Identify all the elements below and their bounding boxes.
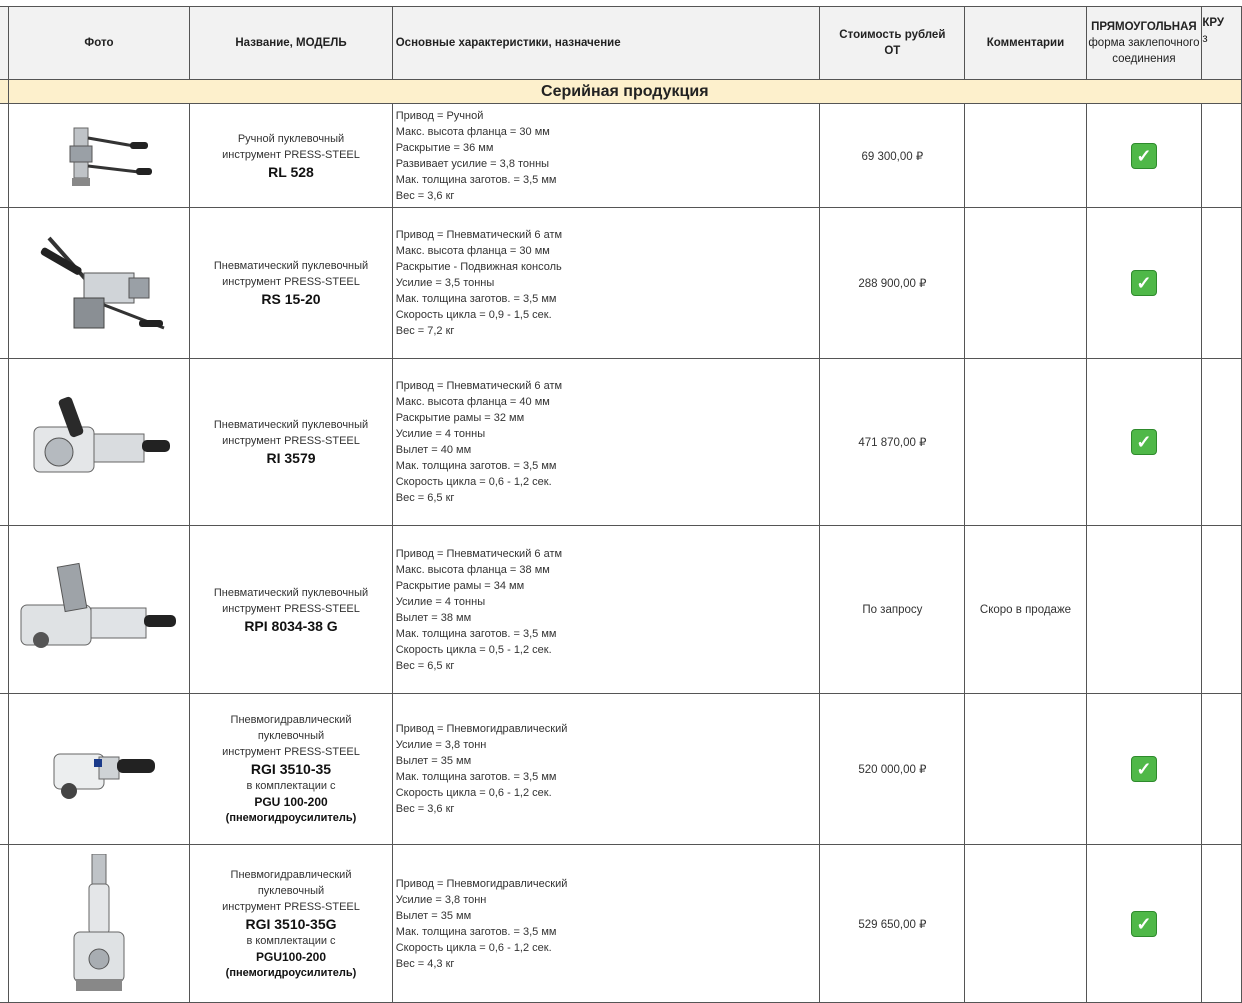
spec-line: Вес = 3,6 кг xyxy=(395,189,455,202)
spec-line: Мак. толщина заготов. = 3,5 мм xyxy=(395,627,557,640)
checkmark-icon: ✓ xyxy=(1131,143,1157,169)
spec-line: Макс. высота фланца = 40 мм xyxy=(395,396,550,408)
product-name-line: инструмент PRESS-STEEL xyxy=(222,900,360,913)
product-comment xyxy=(965,208,1086,359)
product-name-cell xyxy=(190,845,392,1003)
header-photo: Фото xyxy=(8,7,190,80)
price-table-sheet xyxy=(0,6,1242,1003)
spec-line: Усилие = 3,5 тонны xyxy=(395,277,495,289)
product-row xyxy=(0,104,1242,208)
product-row xyxy=(0,694,1242,845)
spec-line: Скорость цикла = 0,6 - 1,2 сек. xyxy=(395,476,552,488)
product-price: 471 870,00 ₽ xyxy=(820,359,965,526)
spec-line: Вылет = 40 мм xyxy=(395,444,472,456)
product-photo xyxy=(8,104,190,208)
header-cell-blank xyxy=(0,7,8,80)
round-cell xyxy=(1202,845,1242,1003)
spec-line: Привод = Пневматический 6 атм xyxy=(395,380,563,392)
spec-line: Вес = 3,6 кг xyxy=(395,803,455,815)
hand-tool-image xyxy=(44,116,154,196)
spec-line: Вылет = 35 мм xyxy=(395,909,472,922)
spec-line: Вылет = 35 мм xyxy=(395,755,472,767)
product-comment xyxy=(965,104,1086,208)
product-row xyxy=(0,359,1242,526)
kit-note: (пнемогидроусилитель) xyxy=(225,812,357,824)
rectangular-cell xyxy=(1086,359,1202,526)
pneumohydraulic-tool-image xyxy=(39,729,159,809)
pneumatic-tool-image xyxy=(16,560,181,660)
checkmark-icon: ✓ xyxy=(1131,270,1157,296)
section-edge-cell xyxy=(0,80,8,104)
section-title: Серийная продукция xyxy=(8,80,1241,104)
product-name-line: инструмент PRESS-STEEL xyxy=(222,435,360,447)
spec-line: Привод = Пневматический 6 атм xyxy=(395,229,563,241)
product-specs xyxy=(392,359,820,526)
checkmark-icon: ✓ xyxy=(1131,756,1157,782)
header-rect-line3: соединения xyxy=(1112,53,1176,66)
spec-line: Усилие = 4 тонны xyxy=(395,428,486,440)
pneumohydraulic-tool-image xyxy=(64,854,134,994)
round-cell xyxy=(1202,208,1242,359)
kit-line: в комплектации с xyxy=(246,934,336,947)
header-price-line2: ОТ xyxy=(884,45,901,57)
spec-line: Раскрытие - Подвижная консоль xyxy=(395,261,562,273)
product-photo xyxy=(8,845,190,1003)
row-edge-cell xyxy=(0,104,8,208)
spec-line: Привод = Пневмогидравлический xyxy=(395,723,568,735)
header-rectangular xyxy=(1086,7,1202,80)
product-comment: Скоро в продаже xyxy=(965,526,1086,694)
spec-line: Усилие = 3,8 тонн xyxy=(395,893,487,906)
product-model: RL 528 xyxy=(268,163,314,180)
row-edge-cell xyxy=(0,208,8,359)
product-specs xyxy=(392,526,820,694)
product-name-cell xyxy=(190,104,392,208)
rectangular-cell xyxy=(1086,845,1202,1003)
spec-line: Скорость цикла = 0,9 - 1,5 сек. xyxy=(395,309,552,321)
round-cell xyxy=(1202,359,1242,526)
section-row xyxy=(0,80,1242,104)
header-round-line2: з xyxy=(1202,33,1208,46)
spec-line: Усилие = 4 тонны xyxy=(395,595,486,608)
kit-note: (пнемогидроусилитель) xyxy=(225,966,357,979)
spec-line: Вылет = 38 мм xyxy=(395,611,472,624)
product-row xyxy=(0,208,1242,359)
spec-line: Мак. толщина заготов. = 3,5 мм xyxy=(395,293,557,305)
kit-model: PGU 100-200 xyxy=(254,795,328,809)
product-name-cell xyxy=(190,526,392,694)
spec-line: Скорость цикла = 0,6 - 1,2 сек. xyxy=(395,941,552,954)
spec-line: Мак. толщина заготов. = 3,5 мм xyxy=(395,771,557,783)
spec-line: Привод = Ручной xyxy=(395,109,484,122)
row-edge-cell xyxy=(0,845,8,1003)
spec-line: Скорость цикла = 0,6 - 1,2 сек. xyxy=(395,787,552,799)
header-comments: Комментарии xyxy=(965,7,1086,80)
product-name-line: Пневматический пуклевочный xyxy=(213,260,369,272)
product-model: RPI 8034-38 G xyxy=(244,617,338,634)
header-rect-line2: форма заклепочного xyxy=(1088,36,1200,49)
product-name-line: пуклевочный xyxy=(257,884,325,897)
header-specs: Основные характеристики, назначение xyxy=(392,7,820,80)
rectangular-cell xyxy=(1086,526,1202,694)
product-name-line: Ручной пуклевочный xyxy=(237,132,345,145)
row-edge-cell xyxy=(0,694,8,845)
product-specs xyxy=(392,694,820,845)
product-name-line: инструмент PRESS-STEEL xyxy=(222,746,360,758)
product-name-line: Пневматический пуклевочный xyxy=(213,586,369,599)
product-model: RGI 3510-35 xyxy=(250,761,332,777)
spec-line: Макс. высота фланца = 30 мм xyxy=(395,125,550,138)
product-name-line: инструмент PRESS-STEEL xyxy=(222,276,360,288)
rectangular-cell xyxy=(1086,208,1202,359)
spec-line: Макс. высота фланца = 38 мм xyxy=(395,563,550,576)
product-photo xyxy=(8,526,190,694)
rectangular-cell xyxy=(1086,694,1202,845)
spec-line: Мак. толщина заготов. = 3,5 мм xyxy=(395,173,557,186)
header-round xyxy=(1202,7,1242,80)
row-edge-cell xyxy=(0,526,8,694)
pneumatic-tool-image xyxy=(29,228,169,338)
round-cell xyxy=(1202,526,1242,694)
spec-line: Вес = 6,5 кг xyxy=(395,659,455,672)
kit-line: в комплектации с xyxy=(246,780,336,792)
spec-line: Вес = 6,5 кг xyxy=(395,492,455,504)
product-comment xyxy=(965,845,1086,1003)
spec-line: Раскрытие = 36 мм xyxy=(395,141,494,154)
product-price: 529 650,00 ₽ xyxy=(820,845,965,1003)
header-price xyxy=(820,7,965,80)
product-model: RGI 3510-35G xyxy=(245,915,337,932)
kit-model: PGU100-200 xyxy=(255,949,327,964)
product-photo xyxy=(8,694,190,845)
product-specs xyxy=(392,104,820,208)
product-name-line: инструмент PRESS-STEEL xyxy=(222,148,360,161)
product-price: По запросу xyxy=(820,526,965,694)
product-row xyxy=(0,845,1242,1003)
pneumatic-tool-image xyxy=(24,392,174,492)
spec-line: Мак. толщина заготов. = 3,5 мм xyxy=(395,460,557,472)
checkmark-icon: ✓ xyxy=(1131,911,1157,937)
product-specs xyxy=(392,208,820,359)
header-price-line1: Стоимость рублей xyxy=(839,28,946,41)
product-model: RS 15-20 xyxy=(261,291,321,307)
header-rect-title: ПРЯМОУГОЛЬНАЯ xyxy=(1091,20,1197,33)
spec-line: Раскрытие рамы = 34 мм xyxy=(395,579,525,592)
spec-line: Скорость цикла = 0,5 - 1,2 сек. xyxy=(395,643,552,656)
product-row xyxy=(0,526,1242,694)
product-table xyxy=(0,6,1242,1003)
round-cell xyxy=(1202,104,1242,208)
spec-line: Вес = 7,2 кг xyxy=(395,325,455,337)
checkmark-icon: ✓ xyxy=(1131,429,1157,455)
spec-line: Развивает усилие = 3,8 тонны xyxy=(395,157,550,170)
round-cell xyxy=(1202,694,1242,845)
product-comment xyxy=(965,694,1086,845)
product-photo xyxy=(8,359,190,526)
product-comment xyxy=(965,359,1086,526)
spec-line: Привод = Пневмогидравлический xyxy=(395,877,568,890)
header-row xyxy=(0,7,1242,80)
row-edge-cell xyxy=(0,359,8,526)
spec-line: Усилие = 3,8 тонн xyxy=(395,739,487,751)
spec-line: Раскрытие рамы = 32 мм xyxy=(395,412,525,424)
product-name-line: Пневматический пуклевочный xyxy=(213,419,369,431)
header-round-title: КРУ xyxy=(1202,17,1225,29)
spec-line: Мак. толщина заготов. = 3,5 мм xyxy=(395,925,557,938)
spec-line: Вес = 4,3 кг xyxy=(395,957,455,970)
rectangular-cell xyxy=(1086,104,1202,208)
product-price: 288 900,00 ₽ xyxy=(820,208,965,359)
product-name-cell xyxy=(190,694,392,845)
product-name-line: Пневмогидравлический xyxy=(230,868,352,881)
product-specs xyxy=(392,845,820,1003)
product-name-cell xyxy=(190,208,392,359)
product-name-line: Пневмогидравлический xyxy=(230,714,352,726)
product-model: RI 3579 xyxy=(266,450,316,466)
product-price: 69 300,00 ₽ xyxy=(820,104,965,208)
spec-line: Макс. высота фланца = 30 мм xyxy=(395,245,550,257)
spec-line: Привод = Пневматический 6 атм xyxy=(395,547,563,560)
header-name: Название, МОДЕЛЬ xyxy=(190,7,392,80)
product-name-line: пуклевочный xyxy=(257,730,325,742)
product-name-cell xyxy=(190,359,392,526)
product-price: 520 000,00 ₽ xyxy=(820,694,965,845)
product-name-line: инструмент PRESS-STEEL xyxy=(222,602,360,615)
product-photo xyxy=(8,208,190,359)
